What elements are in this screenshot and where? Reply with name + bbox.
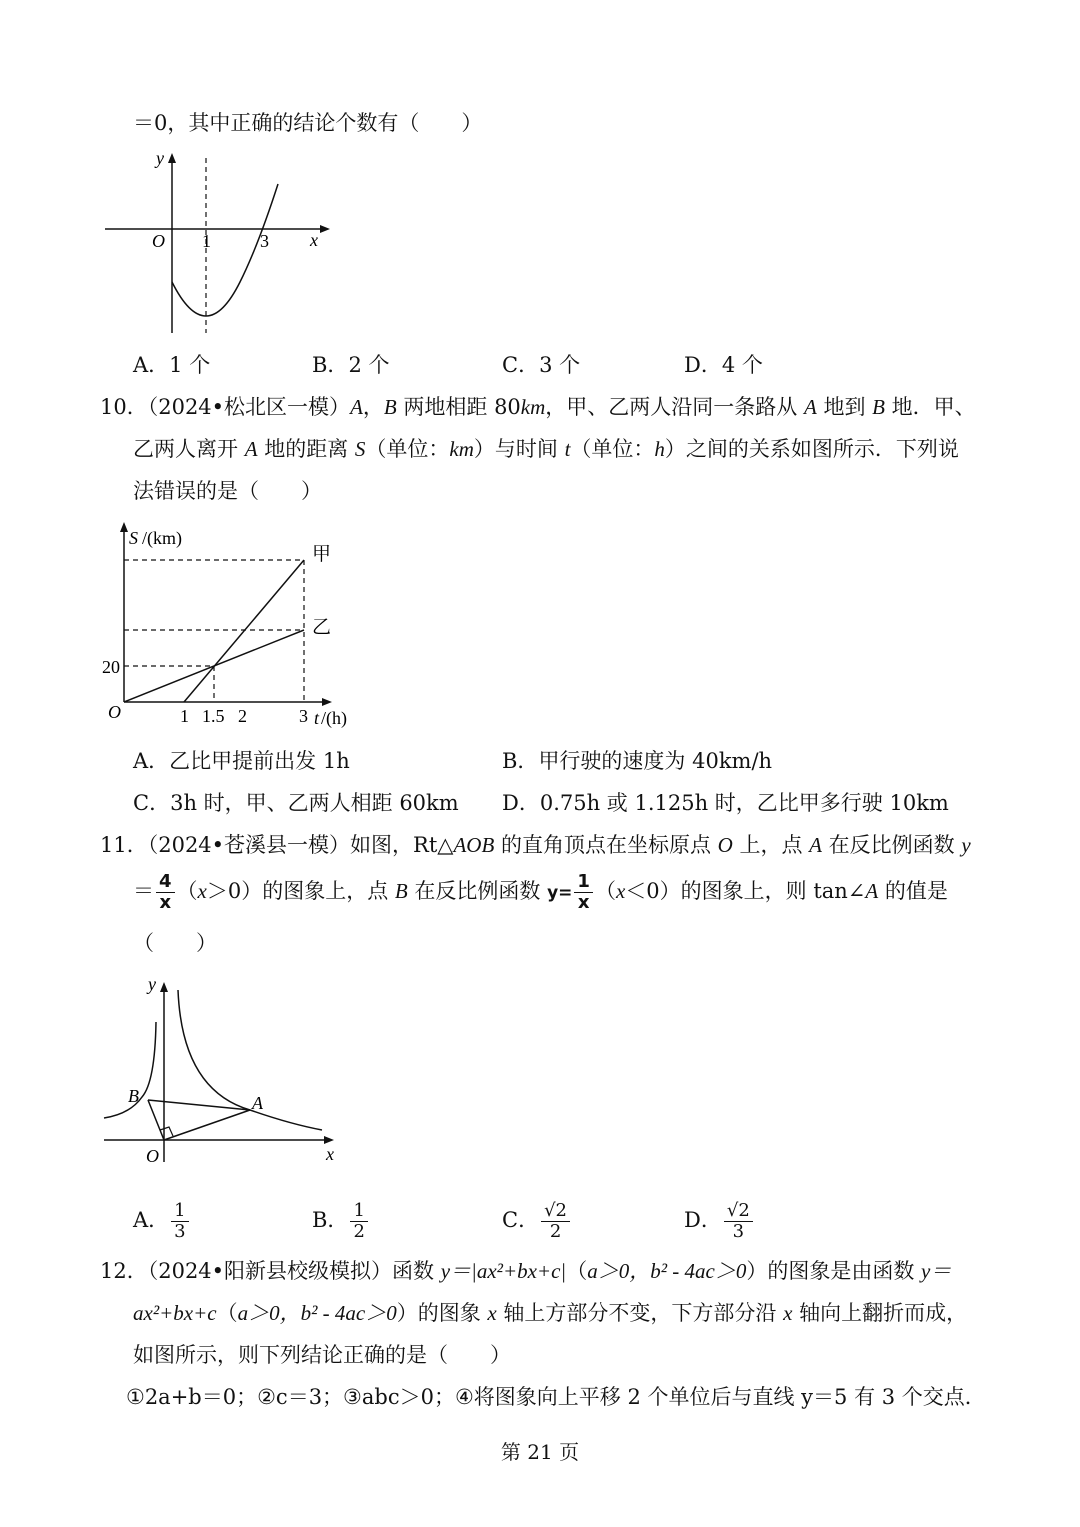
q10-tick-20: 20 (102, 657, 120, 677)
q10-option-d-key: D． (502, 791, 540, 815)
q10-option-b[interactable] (502, 746, 772, 776)
q10-distance-time-graph (96, 516, 366, 731)
q11-point-b-label: B (128, 1086, 139, 1106)
fraction (724, 1201, 753, 1242)
q10-y-axis-var: S (129, 528, 138, 548)
unit-h: h (654, 437, 665, 461)
text-frag: 两地相距 80 (396, 395, 521, 419)
q11-option-d-key: D． (684, 1208, 722, 1232)
q11-option-c[interactable] (502, 1196, 572, 1244)
text-frag: （ (594, 879, 616, 903)
text-frag: （单位： (365, 437, 450, 461)
text-frag: ＝ (133, 879, 154, 903)
condition-expression: a＞0，b² - 4ac＞0 (587, 1259, 747, 1283)
q10-stem-line-2 (133, 434, 1080, 464)
text-frag: 的值是 (878, 879, 948, 903)
q11-option-d[interactable] (684, 1196, 755, 1244)
frac-num: √2 (541, 1201, 570, 1222)
q10-x-axis-unit: /(h) (321, 708, 347, 728)
q11-option-b[interactable] (312, 1196, 370, 1244)
q11-option-a-key: A． (133, 1208, 170, 1232)
q10-y-axis-unit: /(km) (142, 528, 182, 548)
q11-x-label: x (326, 1144, 334, 1164)
text-frag: 乙两人离开 (133, 437, 245, 461)
var-B: B (394, 879, 408, 903)
var-A: A (865, 879, 879, 903)
q9-option-a-text: 1 个 (169, 353, 211, 377)
q11-option-b-key: B． (312, 1208, 349, 1232)
q9-option-d-key: D． (684, 353, 722, 377)
function-expression: y＝|ax²+bx+c| (440, 1259, 567, 1283)
frac-num: 4 (156, 872, 175, 893)
fraction-1-over-x (574, 872, 593, 913)
var-x: x (487, 1301, 497, 1325)
q9-tick-3: 3 (260, 231, 269, 251)
frac-num: 1 (171, 1201, 188, 1222)
frac-num: 1 (350, 1201, 367, 1222)
q10-tick-1-5: 1.5 (202, 706, 225, 726)
q9-option-a[interactable] (133, 350, 210, 380)
text-frag: 在反比例函数 (822, 833, 962, 857)
text-frag: （ (566, 1259, 588, 1283)
q9-option-b[interactable] (312, 350, 389, 380)
var-AOB: AOB (453, 833, 495, 857)
q11-stem-line-3: （ ） (133, 931, 217, 955)
fraction-4-over-x (156, 872, 175, 913)
fraction (171, 1201, 188, 1242)
q12-stem-line-2 (133, 1298, 1080, 1328)
var-y: y＝ (921, 1259, 952, 1283)
text-frag: （ (176, 879, 198, 903)
q10-option-c[interactable] (133, 788, 459, 818)
var-t: t (564, 437, 571, 461)
q10-tick-3: 3 (299, 706, 308, 726)
q9-option-b-text: 2 个 (348, 353, 390, 377)
var-y: y (961, 833, 971, 857)
text-frag: 轴向上翻折而成， (792, 1301, 968, 1325)
var-x: x (783, 1301, 793, 1325)
q10-tick-1: 1 (180, 706, 189, 726)
q11-hyperbola-graph (100, 972, 345, 1167)
q10-line-yi-label: 乙 (312, 617, 332, 638)
q11-stem-line-2 (133, 868, 1080, 916)
var-x: x (197, 879, 207, 903)
q9-option-c[interactable] (502, 350, 580, 380)
q9-tick-1: 1 (202, 231, 211, 251)
q12-stem-line-1 (100, 1256, 1080, 1286)
text-frag: ）的图象 (396, 1301, 488, 1325)
q10-option-c-text: 3h 时，甲、乙两人相距 60km (170, 791, 459, 815)
function-expression: ax²+bx+c (133, 1301, 217, 1325)
text-frag: 地到 (816, 395, 873, 419)
q11-origin-label: O (146, 1146, 159, 1166)
var-A: A (350, 395, 363, 419)
unit-km: km (449, 437, 474, 461)
q11-option-c-key: C． (502, 1208, 540, 1232)
q10-origin-label: O (108, 702, 121, 722)
frac-den: 3 (732, 1221, 745, 1242)
text-frag: 地的距离 (257, 437, 355, 461)
fraction (350, 1201, 367, 1242)
var-A: A (244, 437, 258, 461)
q9-option-a-key: A． (133, 353, 170, 377)
q10-x-axis-var: t (314, 708, 320, 728)
q10-option-c-key: C． (133, 791, 171, 815)
q10-option-a-key: A． (133, 749, 170, 773)
q9-parabola-graph (100, 148, 340, 338)
q9-option-c-key: C． (502, 353, 540, 377)
frac-num: 1 (574, 872, 593, 893)
q11-y-label: y (148, 974, 156, 994)
q10-stem-line-3: 法错误的是（ ） (133, 479, 322, 503)
q10-option-d[interactable] (502, 788, 949, 818)
page-number: 第 21 页 (500, 1440, 580, 1464)
text-frag: ）的图象是由函数 (746, 1259, 922, 1283)
frac-num: √2 (724, 1201, 753, 1222)
q12-conclusions: ①2a+b＝0；②c＝3；③abc＞0；④将图象向上平移 2 个单位后与直线 y＝5 有 3 个交点． (126, 1385, 986, 1409)
text-frag: ＞0）的图象上，点 (206, 879, 395, 903)
text-frag: ＜0）的图象上，则 tan∠ (625, 879, 866, 903)
text-frag: ）与时间 (473, 437, 565, 461)
q10-option-b-text: 甲行驶的速度为 40km/h (538, 749, 773, 773)
text-frag: y= (547, 883, 573, 903)
unit-km: km (520, 395, 546, 419)
text-frag: 11．（2024•苍溪县一模）如图，Rt△ (100, 833, 454, 857)
q10-option-b-key: B． (502, 749, 539, 773)
var-B: B (383, 395, 397, 419)
q9-y-label: y (156, 148, 164, 168)
text-frag: ）之间的关系如图所示．下列说 (664, 437, 959, 461)
q9-option-b-key: B． (312, 353, 349, 377)
q9-option-d-text: 4 个 (721, 353, 763, 377)
text-frag: 12．（2024•阳新县校级模拟）函数 (100, 1259, 441, 1283)
frac-den: 3 (174, 1221, 186, 1242)
condition-expression: a＞0，b² - 4ac＞0 (237, 1301, 397, 1325)
frac-den: 2 (353, 1221, 365, 1242)
q10-tick-2: 2 (238, 706, 247, 726)
text-frag: ， (362, 395, 384, 419)
q10-option-d-text: 0.75h 或 1.125h 时，乙比甲多行驶 10km (539, 791, 949, 815)
frac-den: 2 (549, 1221, 562, 1242)
q9-origin-label: O (152, 231, 165, 251)
text-frag: ，甲、乙两人沿同一条路从 (545, 395, 804, 419)
q10-stem-line-1 (100, 392, 1080, 422)
q9-stem-tail: ＝0，其中正确的结论个数有（ ） (133, 111, 483, 135)
var-S: S (354, 437, 366, 461)
var-A: A (803, 395, 817, 419)
q10-option-a[interactable] (133, 746, 350, 776)
q11-point-a-label: A (252, 1093, 263, 1113)
text-frag: 的直角顶点在坐标原点 (494, 833, 718, 857)
q10-line-jia-label: 甲 (312, 544, 332, 565)
var-x: x (615, 879, 626, 903)
frac-den: x (577, 892, 590, 913)
q10-option-a-text: 乙比甲提前出发 1h (169, 749, 350, 773)
var-A: A (809, 833, 822, 857)
text-frag: （单位： (570, 437, 655, 461)
text-frag: 轴上方部分不变，下方部分沿 (496, 1301, 784, 1325)
q9-option-d[interactable] (684, 350, 763, 380)
q11-stem-line-1 (100, 830, 1080, 860)
text-frag: 上，点 (732, 833, 810, 857)
frac-den: x (159, 892, 172, 913)
text-frag: 在反比例函数 (407, 879, 548, 903)
q9-x-label: x (310, 230, 318, 250)
q12-stem-line-3: 如图所示，则下列结论正确的是（ ） (133, 1343, 511, 1367)
q10-number-source: 10．（2024•松北区一模） (100, 395, 351, 419)
text-frag: （ (216, 1301, 238, 1325)
q11-option-a[interactable] (133, 1196, 191, 1244)
fraction (541, 1201, 570, 1242)
var-B: B (872, 395, 885, 419)
var-O: O (717, 833, 733, 857)
q9-option-c-text: 3 个 (539, 353, 581, 377)
text-frag: 地．甲、 (885, 395, 976, 419)
